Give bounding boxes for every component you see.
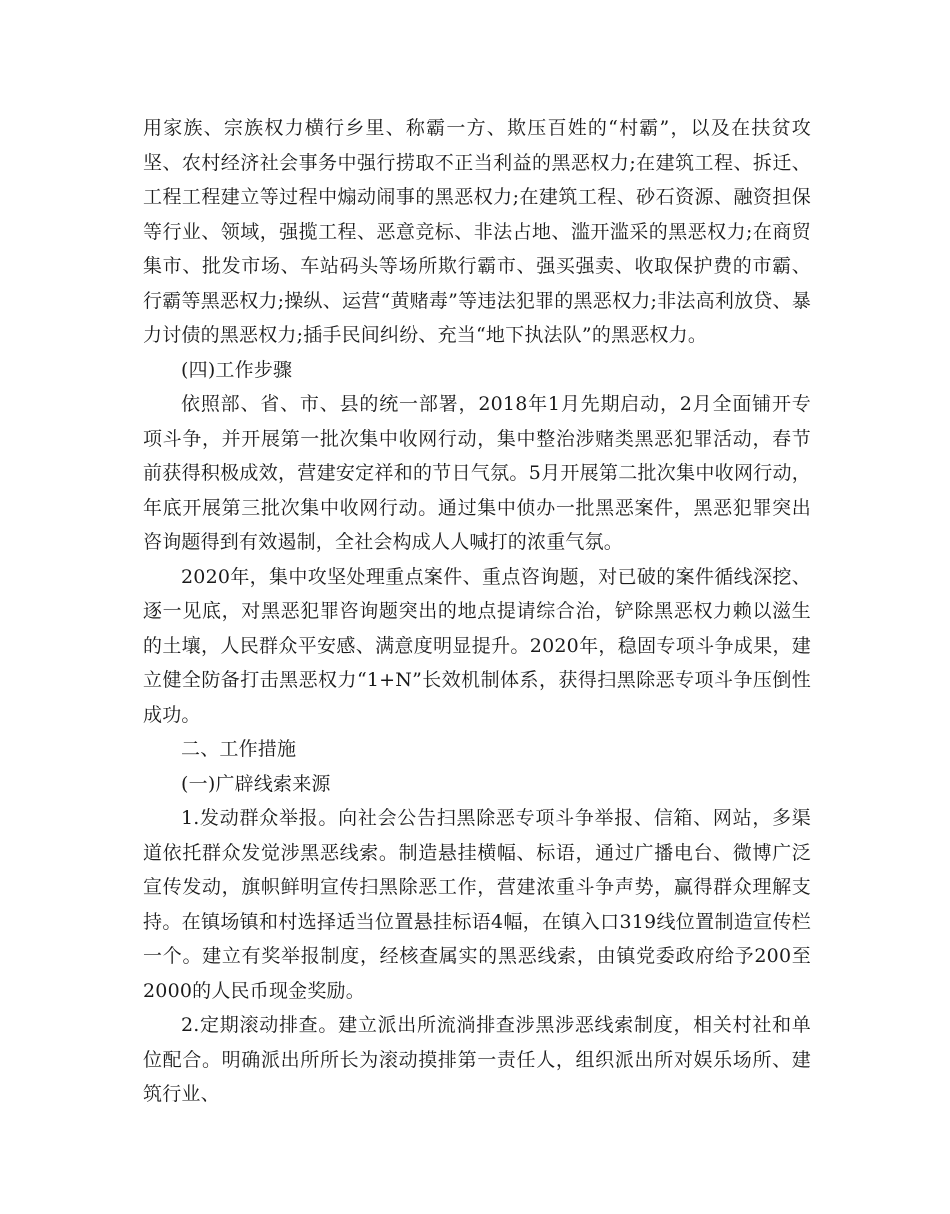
- paragraph-deployment: 依照部、省、市、县的统一部署，2018年1月先期启动，2月全面铺开专项斗争，并开展第一批次集中收网行动，集中整治涉赌类黑恶犯罪活动，春节前获得积极成效，营建安定祥和的节日气氛。5月开展第二批次集中收网行动，年底开展第三批次集中收网行动。通过集中侦办一批黑恶案件，黑恶犯罪突出咨询题得到有效遏制，全社会构成人人喊打的浓重气氛。: [143, 393, 811, 553]
- paragraph-rolling-inspection: 2.定期滚动排查。建立派出所流淌排查涉黑涉恶线索制度，相关村社和单位配合。明确派出所所长为滚动摸排第一责任人，组织派出所对娱乐场所、建筑行业、: [143, 1014, 811, 1105]
- paragraph-2020-goals: 2020年，集中攻坚处理重点案件、重点咨询题，对已破的案件循线深挖、逐一见底，对黑恶犯罪咨询题突出的地点提请综合治，铲除黑恶权力赖以滋生的土壤，人民群众平安感、满意度明显提升。2020年，稳固专项斗争成果，建立健全防备打击黑恶权力“1+N”长效机制体系，获得扫黑除恶专项斗争压倒性成功。: [143, 565, 811, 726]
- section-heading-work-measures: 二、工作措施: [181, 738, 297, 760]
- paragraph-village-bully: 用家族、宗族权力横行乡里、称霸一方、欺压百姓的“村霸”，以及在扶贫攻坚、农村经济社会事务中强行捞取不正当利益的黑恶权力;在建筑工程、拆迁、工程工程建立等过程中煽动闹事的黑恶权力;在建筑工程、砂石资源、融资担保等行业、领域，强揽工程、恶意竞标、非法占地、滥开滥采的黑恶权力;在商贸集市、批发市场、车站码头等场所欺行霸市、强买强卖、收取保护费的市霸、行霸等黑恶权力;操纵、运营“黄赌毒”等违法犯罪的黑恶权力;非法高利放贷、暴力讨债的黑恶权力;插手民间纠纷、充当“地下执法队”的黑恶权力。: [143, 117, 811, 346]
- document-body: [143, 111, 811, 1112]
- section-heading-work-steps: (四)工作步骤: [181, 358, 293, 381]
- paragraph-mobilize-masses: 1.发动群众举报。向社会公告扫黑除恶专项斗争举报、信箱、网站，多渠道依托群众发觉涉黑恶线索。制造悬挂横幅、标语，通过广播电台、微博广泛宣传发动，旗帜鲜明宣传扫黑除恶工作，营建浓重斗争声势，赢得群众理解支持。在镇场镇和村选择适当位置悬挂标语4幅，在镇入口319线位置制造宣传栏一个。建立有奖举报制度，经核查属实的黑恶线索，由镇党委政府给予200至2000的人民币现金奖励。: [143, 807, 811, 1002]
- subsection-heading-clue-sources: (一)广辟线索来源: [181, 772, 331, 795]
